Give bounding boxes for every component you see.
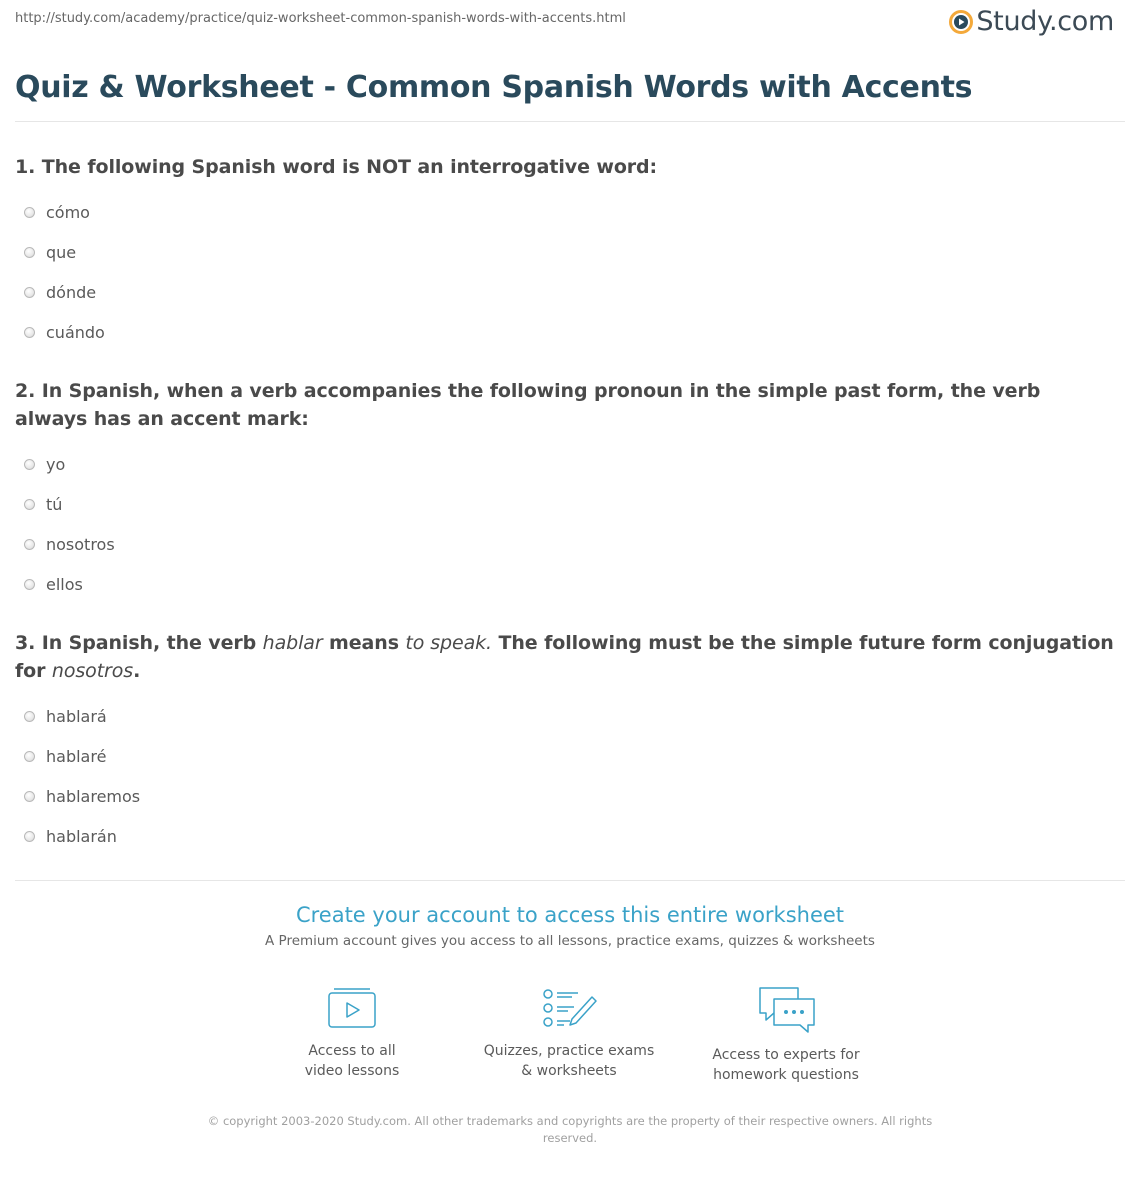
title-divider bbox=[15, 121, 1125, 122]
answer-options bbox=[15, 192, 1115, 352]
option-label: tú bbox=[46, 494, 63, 514]
radio-button[interactable] bbox=[24, 247, 35, 258]
italic-term: hablar bbox=[262, 632, 323, 654]
question-number: 1. bbox=[15, 156, 36, 178]
question-prompt-part: In Spanish, the verb bbox=[41, 632, 263, 654]
quiz-checklist-icon bbox=[540, 985, 598, 1031]
radio-button[interactable] bbox=[24, 711, 35, 722]
answer-option[interactable] bbox=[15, 192, 1115, 232]
copyright-notice: © copyright 2003-2020 Study.com. All other trademarks and copyrights are the property of their respective owners. All rights reserved. bbox=[207, 1114, 933, 1145]
answer-option[interactable] bbox=[15, 272, 1115, 312]
question-text bbox=[15, 629, 1115, 685]
page-title: Quiz & Worksheet - Common Spanish Words with Accents bbox=[15, 70, 973, 105]
brand-name: Study.com bbox=[976, 6, 1114, 37]
feature-label: Access to all video lessons bbox=[304, 1043, 400, 1079]
question-prompt-part: The following must be the simple future form conjugation for bbox=[15, 632, 1114, 682]
question-3 bbox=[15, 629, 1115, 856]
option-label: que bbox=[46, 242, 77, 262]
feature-video-lessons bbox=[252, 985, 452, 1081]
option-label: hablaré bbox=[46, 746, 107, 766]
feature-label: Access to experts for homework questions bbox=[712, 1047, 860, 1083]
option-label: yo bbox=[46, 454, 66, 474]
chat-bubbles-icon bbox=[754, 985, 818, 1035]
radio-button[interactable] bbox=[24, 831, 35, 842]
radio-button[interactable] bbox=[24, 579, 35, 590]
question-text bbox=[15, 377, 1115, 433]
option-label: dónde bbox=[46, 282, 97, 302]
question-prompt: The following Spanish word is NOT an interrogative word: bbox=[41, 156, 658, 178]
radio-button[interactable] bbox=[24, 539, 35, 550]
create-account-link[interactable]: Create your account to access this entire worksheet bbox=[295, 903, 845, 927]
answer-option[interactable] bbox=[15, 816, 1115, 856]
question-prompt-part: . bbox=[133, 660, 141, 682]
option-label: cómo bbox=[46, 202, 90, 222]
answer-option[interactable] bbox=[15, 564, 1115, 604]
radio-button[interactable] bbox=[24, 327, 35, 338]
italic-term: to speak. bbox=[405, 632, 492, 654]
radio-button[interactable] bbox=[24, 459, 35, 470]
video-lesson-icon bbox=[326, 985, 378, 1031]
radio-button[interactable] bbox=[24, 499, 35, 510]
option-label: hablarán bbox=[46, 826, 117, 846]
feature-experts bbox=[686, 985, 886, 1085]
answer-option[interactable] bbox=[15, 232, 1115, 272]
question-number: 2. bbox=[15, 380, 36, 402]
answer-options bbox=[15, 444, 1115, 604]
page-url: http://study.com/academy/practice/quiz-worksheet-common-spanish-words-with-accents.html bbox=[15, 11, 626, 26]
option-label: hablaremos bbox=[46, 786, 141, 806]
question-1 bbox=[15, 153, 1115, 352]
feature-label: Quizzes, practice exams & worksheets bbox=[483, 1043, 655, 1079]
question-prompt: In Spanish, when a verb accompanies the following pronoun in the simple past form, the verb always has an accent mark: bbox=[15, 380, 1041, 430]
option-label: nosotros bbox=[46, 534, 115, 554]
premium-description: A Premium account gives you access to all lessons, practice exams, quizzes & worksheets bbox=[265, 933, 875, 949]
answer-option[interactable] bbox=[15, 312, 1115, 352]
radio-button[interactable] bbox=[24, 751, 35, 762]
answer-option[interactable] bbox=[15, 444, 1115, 484]
answer-option[interactable] bbox=[15, 736, 1115, 776]
section-divider bbox=[15, 880, 1125, 881]
italic-term: nosotros bbox=[51, 660, 134, 682]
answer-option[interactable] bbox=[15, 524, 1115, 564]
answer-options bbox=[15, 696, 1115, 856]
answer-option[interactable] bbox=[15, 484, 1115, 524]
radio-button[interactable] bbox=[24, 791, 35, 802]
play-circle-logo-icon bbox=[949, 10, 973, 34]
feature-quizzes bbox=[469, 985, 669, 1081]
question-text bbox=[15, 153, 1115, 181]
radio-button[interactable] bbox=[24, 287, 35, 298]
question-2 bbox=[15, 377, 1115, 604]
option-label: ellos bbox=[46, 574, 83, 594]
question-number: 3. bbox=[15, 632, 36, 654]
option-label: cuándo bbox=[46, 322, 105, 342]
option-label: hablará bbox=[46, 706, 107, 726]
answer-option[interactable] bbox=[15, 696, 1115, 736]
radio-button[interactable] bbox=[24, 207, 35, 218]
question-prompt-part: means bbox=[322, 632, 406, 654]
study-logo[interactable] bbox=[949, 6, 1114, 37]
answer-option[interactable] bbox=[15, 776, 1115, 816]
